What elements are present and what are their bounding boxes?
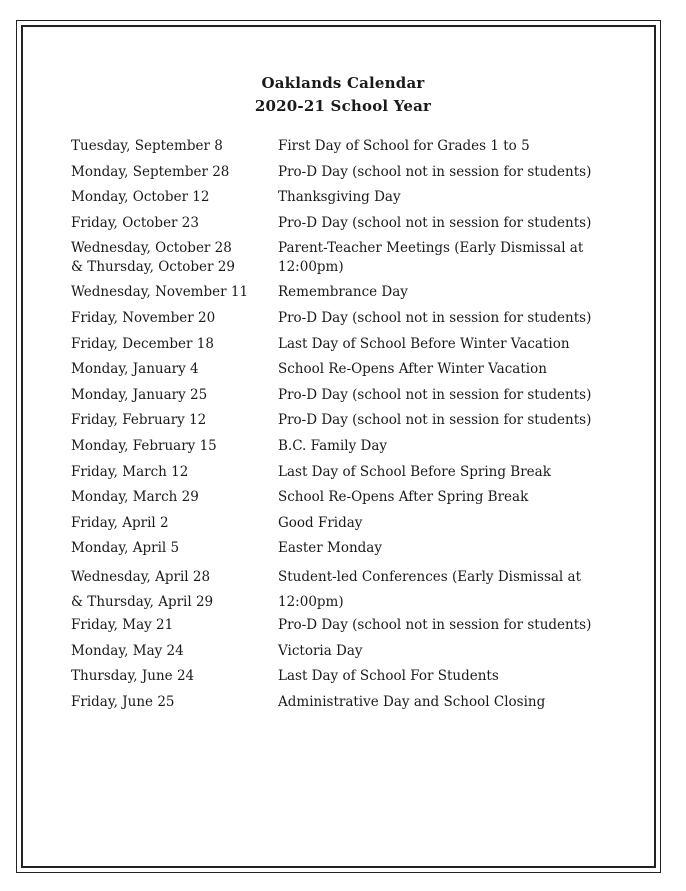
event-description: Student-led Conferences (Early Dismissal at 12:00pm)	[278, 568, 581, 611]
event-row	[71, 335, 631, 361]
event-date: Thursday, June 24	[71, 668, 195, 685]
event-date: Monday, February 15	[71, 437, 217, 454]
event-description: Good Friday	[278, 514, 363, 531]
event-description: Pro-D Day (school not in session for students)	[278, 309, 592, 326]
event-row	[71, 693, 631, 719]
event-row	[71, 514, 631, 540]
event-description: Last Day of School Before Spring Break	[278, 463, 551, 480]
event-row	[71, 463, 631, 489]
event-row	[71, 309, 631, 335]
events-table	[71, 137, 631, 718]
event-description: Pro-D Day (school not in session for students)	[278, 616, 592, 633]
event-description: Last Day of School For Students	[278, 668, 499, 685]
event-date: Monday, March 29	[71, 489, 199, 506]
event-description: Pro-D Day (school not in session for students)	[278, 412, 592, 429]
event-date: Friday, May 21	[71, 616, 174, 633]
event-description: School Re-Opens After Winter Vacation	[278, 361, 547, 378]
event-date: Friday, December 18	[71, 335, 214, 352]
event-description: Easter Monday	[278, 540, 382, 557]
event-description: Remembrance Day	[278, 284, 408, 301]
event-date: Monday, April 5	[71, 540, 180, 557]
event-row	[71, 488, 631, 514]
event-date: Friday, February 12	[71, 412, 207, 429]
school-year-subtitle: 2020-21 School Year	[254, 97, 432, 115]
event-description: School Re-Opens After Spring Break	[278, 489, 529, 506]
event-description: Pro-D Day (school not in session for students)	[278, 214, 592, 231]
event-description: Thanksgiving Day	[278, 189, 401, 206]
event-date: Wednesday, April 28 & Thursday, April 29	[71, 568, 214, 611]
event-row	[71, 667, 631, 693]
event-date: Wednesday, October 28 & Thursday, October 29	[71, 240, 235, 276]
event-date: Friday, April 2	[71, 514, 169, 531]
event-row	[71, 565, 631, 616]
calendar-title: Oaklands Calendar	[261, 74, 425, 92]
event-date: Monday, January 25	[71, 386, 208, 403]
event-row	[71, 437, 631, 463]
event-description: Administrative Day and School Closing	[278, 693, 546, 710]
event-row	[71, 616, 631, 642]
event-date: Friday, June 25	[71, 693, 175, 710]
event-description: B.C. Family Day	[278, 437, 387, 454]
event-row	[71, 386, 631, 412]
event-row	[71, 539, 631, 565]
event-row	[71, 239, 631, 283]
event-date: Monday, January 4	[71, 361, 199, 378]
event-date: Tuesday, September 8	[71, 138, 223, 154]
event-date: Friday, October 23	[71, 214, 199, 231]
event-description: Last Day of School Before Winter Vacation	[278, 335, 570, 352]
event-description: Pro-D Day (school not in session for students)	[278, 163, 592, 180]
event-date: Wednesday, November 11	[71, 284, 249, 301]
event-date: Monday, October 12	[71, 189, 210, 206]
event-row	[71, 283, 631, 309]
event-description: First Day of School for Grades 1 to 5	[278, 138, 530, 154]
event-row	[71, 214, 631, 240]
event-date: Friday, November 20	[71, 309, 216, 326]
event-description: Victoria Day	[278, 642, 363, 659]
event-date: Friday, March 12	[71, 463, 189, 480]
event-description: Parent-Teacher Meetings (Early Dismissal at 12:00pm)	[278, 240, 584, 276]
event-row	[71, 137, 631, 163]
event-row	[71, 163, 631, 189]
event-date: Monday, May 24	[71, 642, 184, 659]
event-date: Monday, September 28	[71, 163, 230, 180]
event-row	[71, 360, 631, 386]
event-description: Pro-D Day (school not in session for students)	[278, 386, 592, 403]
event-row	[71, 642, 631, 668]
event-row	[71, 188, 631, 214]
event-row	[71, 411, 631, 437]
